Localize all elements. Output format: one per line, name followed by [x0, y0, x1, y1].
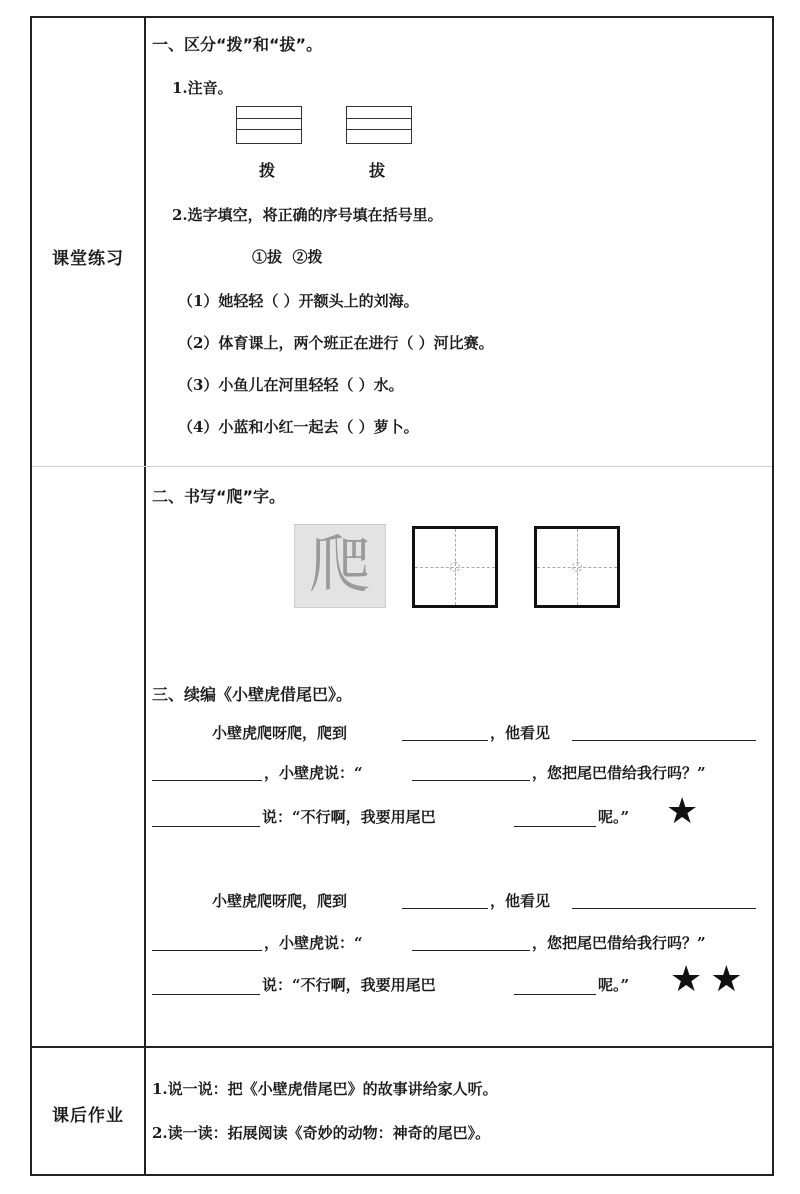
pinyin-grid-2 [346, 106, 412, 144]
p1-line1-text-b: ，他看见 [490, 724, 551, 742]
p1-line3-text-b: 呢。” [598, 808, 630, 826]
p2-line3-text-b: 呢。” [598, 976, 630, 994]
p1-blank-seen[interactable] [572, 740, 756, 741]
fill-item-1: （1）她轻轻（ ）开额头上的刘海。 [178, 292, 419, 310]
char-bo: 拨 [259, 161, 276, 180]
p2-line3-text-a: 说：“不行啊，我要用尾巴 [262, 976, 436, 994]
p2-blank-place[interactable] [402, 908, 488, 909]
p2-line1-text-b: ，他看见 [490, 892, 551, 910]
star-rating-1-icon: ★ [666, 791, 699, 832]
section2-heading: 二、书写“爬”字。 [152, 487, 286, 506]
fill-item-4: （4）小蓝和小红一起去（ ）萝卜。 [178, 418, 419, 436]
fill-item-3: （3）小鱼儿在河里轻轻（ ）水。 [178, 376, 404, 394]
row-divider [32, 1046, 772, 1048]
p1-line1-text-a: 小壁虎爬呀爬，爬到 [212, 724, 348, 742]
section3-heading: 三、续编《小壁虎借尾巴》。 [152, 685, 353, 704]
section-divider [32, 466, 772, 467]
p2-line2-text-a: ，小壁虎说：“ [264, 934, 363, 952]
choice-options: ①拔 ②拨 [252, 248, 323, 266]
practice-row-label: 课堂练习 [52, 249, 124, 269]
worksheet-table [30, 16, 774, 1176]
q2-label: 2.选字填空，将正确的序号填在括号里。 [172, 206, 443, 224]
p2-blank-address[interactable] [412, 950, 530, 951]
fill-item-2: （2）体育课上，两个班正在进行（ ）河比赛。 [178, 334, 494, 352]
p2-line2-text-b: ，您把尾巴借给我行吗？” [532, 934, 706, 952]
writing-grid-2[interactable] [534, 526, 620, 608]
writing-grid-1[interactable] [412, 526, 498, 608]
column-divider [144, 18, 146, 1174]
p1-line3-text-a: 说：“不行啊，我要用尾巴 [262, 808, 436, 826]
section1-heading: 一、区分“拨”和“拔”。 [152, 35, 323, 54]
star-rating-2-icon: ★★ [670, 959, 751, 1000]
homework-row-label: 课后作业 [52, 1106, 124, 1126]
homework-item-1: 1.说一说：把《小壁虎借尾巴》的故事讲给家人听。 [152, 1080, 498, 1098]
p2-blank-use[interactable] [514, 994, 596, 995]
p1-blank-animal[interactable] [152, 780, 262, 781]
p2-blank-animal[interactable] [152, 950, 262, 951]
p1-blank-use[interactable] [514, 826, 596, 827]
p1-blank-address[interactable] [412, 780, 530, 781]
p2-blank-seen[interactable] [572, 908, 756, 909]
pinyin-grid-1 [236, 106, 302, 144]
p2-line1-text-a: 小壁虎爬呀爬，爬到 [212, 892, 348, 910]
model-character-box [294, 524, 386, 608]
q1-label: 1.注音。 [172, 79, 233, 97]
p1-blank-speaker[interactable] [152, 826, 260, 827]
homework-item-2: 2.读一读：拓展阅读《奇妙的动物：神奇的尾巴》。 [152, 1124, 491, 1142]
p1-blank-place[interactable] [402, 740, 488, 741]
model-character: 爬 [308, 528, 371, 601]
char-ba: 拔 [369, 161, 386, 180]
p1-line2-text-a: ，小壁虎说：“ [264, 764, 363, 782]
p1-line2-text-b: ，您把尾巴借给我行吗？” [532, 764, 706, 782]
p2-blank-speaker[interactable] [152, 994, 260, 995]
